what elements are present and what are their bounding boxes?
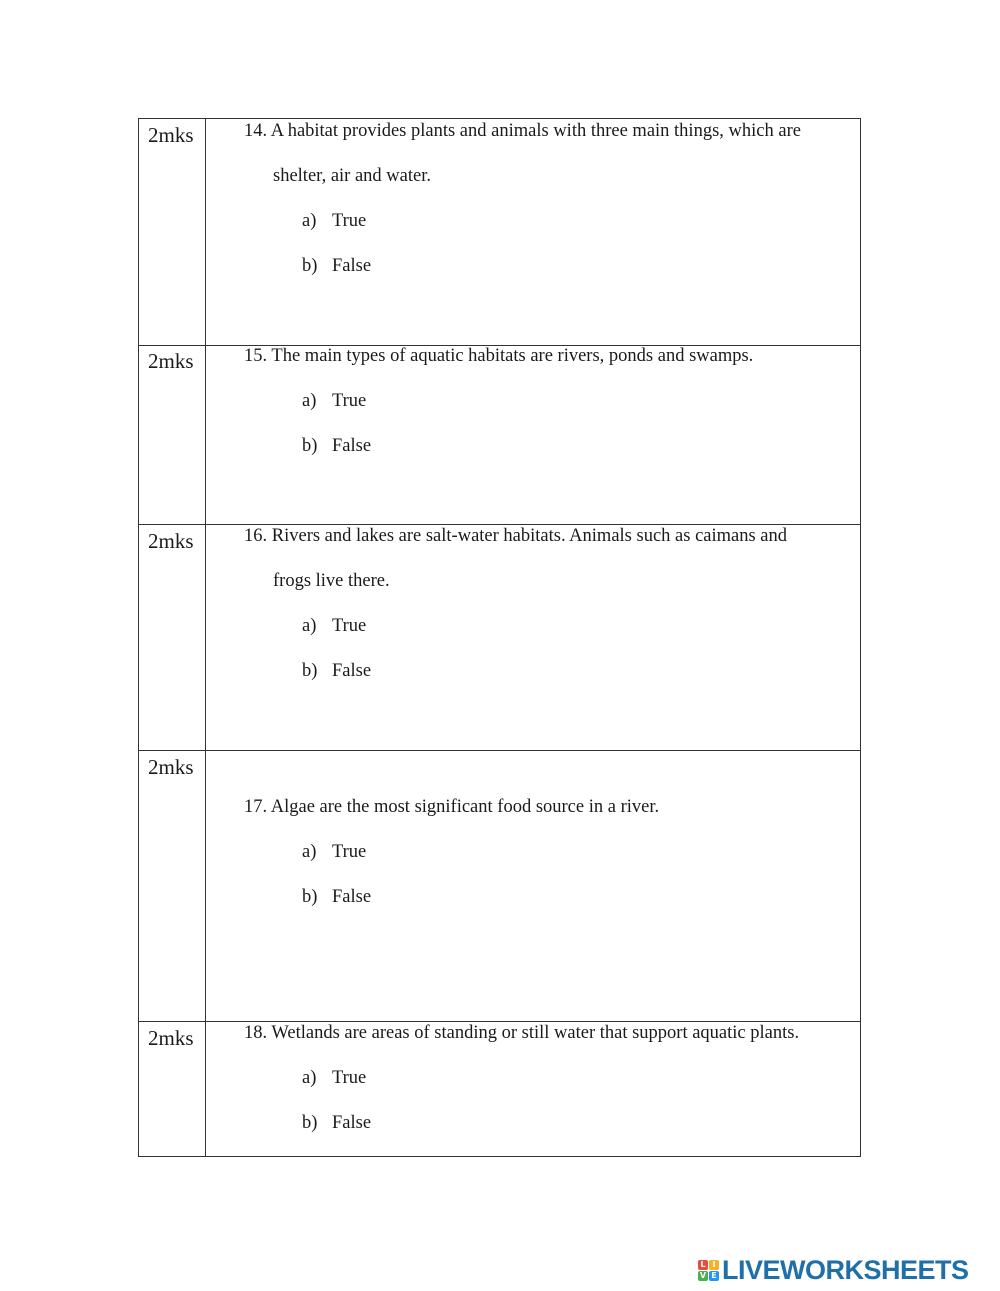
question-row-15 bbox=[138, 345, 861, 525]
question-text-continuation: frogs live there. bbox=[273, 571, 390, 591]
logo-tile-e: E bbox=[709, 1271, 719, 1281]
option-false[interactable] bbox=[302, 436, 371, 457]
option-text: True bbox=[332, 1068, 367, 1088]
option-text: False bbox=[332, 256, 372, 276]
live-logo-icon bbox=[698, 1260, 719, 1281]
option-label: b) bbox=[302, 256, 318, 276]
logo-tile-i: I bbox=[709, 1260, 719, 1270]
option-label: b) bbox=[302, 436, 318, 456]
marks-value: 2mks bbox=[148, 755, 194, 779]
option-text: False bbox=[332, 887, 372, 907]
question-text: 15. The main types of aquatic habitats are rivers, ponds and swamps. bbox=[244, 346, 754, 366]
marks-cell bbox=[139, 119, 206, 345]
marks-value: 2mks bbox=[148, 529, 194, 553]
option-true[interactable] bbox=[302, 616, 366, 637]
option-label: b) bbox=[302, 887, 318, 907]
marks-cell bbox=[139, 345, 206, 524]
question-text: 17. Algae are the most significant food source in a river. bbox=[244, 797, 660, 817]
question-text: 14. A habitat provides plants and animals with three main things, which are bbox=[244, 121, 801, 141]
option-label: b) bbox=[302, 661, 318, 681]
brand-wordmark: LIVEWORKSHEETS bbox=[722, 1254, 969, 1285]
option-text: True bbox=[332, 391, 367, 411]
option-false[interactable] bbox=[302, 887, 371, 908]
question-row-14 bbox=[138, 118, 861, 346]
option-label: a) bbox=[302, 842, 317, 862]
marks-value: 2mks bbox=[148, 349, 194, 373]
logo-tile-v: V bbox=[699, 1271, 707, 1280]
option-true[interactable] bbox=[302, 391, 366, 412]
option-true[interactable] bbox=[302, 1068, 366, 1089]
marks-cell bbox=[139, 525, 206, 750]
marks-cell bbox=[139, 1022, 206, 1156]
option-text: False bbox=[332, 661, 372, 681]
marks-value: 2mks bbox=[148, 1026, 194, 1050]
question-row-16 bbox=[138, 525, 861, 751]
option-label: a) bbox=[302, 211, 317, 231]
option-true[interactable] bbox=[302, 842, 366, 863]
question-text-continuation: shelter, air and water. bbox=[273, 166, 431, 186]
option-false[interactable] bbox=[302, 1113, 371, 1134]
option-text: False bbox=[332, 436, 372, 456]
question-text: 18. Wetlands are areas of standing or still water that support aquatic plants. bbox=[244, 1023, 800, 1043]
question-text: 16. Rivers and lakes are salt-water habitats. Animals such as caimans and bbox=[244, 526, 788, 546]
option-text: False bbox=[332, 1113, 372, 1133]
option-label: b) bbox=[302, 1113, 318, 1133]
logo-tile-l: L bbox=[698, 1260, 708, 1270]
option-text: True bbox=[332, 616, 367, 636]
option-label: a) bbox=[302, 616, 317, 636]
option-text: True bbox=[332, 842, 367, 862]
option-true[interactable] bbox=[302, 211, 366, 232]
marks-value: 2mks bbox=[148, 123, 194, 147]
option-label: a) bbox=[302, 391, 317, 411]
option-false[interactable] bbox=[302, 661, 371, 682]
option-label: a) bbox=[302, 1068, 317, 1088]
option-false[interactable] bbox=[302, 256, 371, 277]
marks-cell bbox=[139, 751, 206, 1021]
option-text: True bbox=[332, 211, 367, 231]
question-row-18 bbox=[138, 1022, 861, 1157]
question-row-17 bbox=[138, 751, 861, 1022]
liveworksheets-logo bbox=[698, 1254, 969, 1286]
